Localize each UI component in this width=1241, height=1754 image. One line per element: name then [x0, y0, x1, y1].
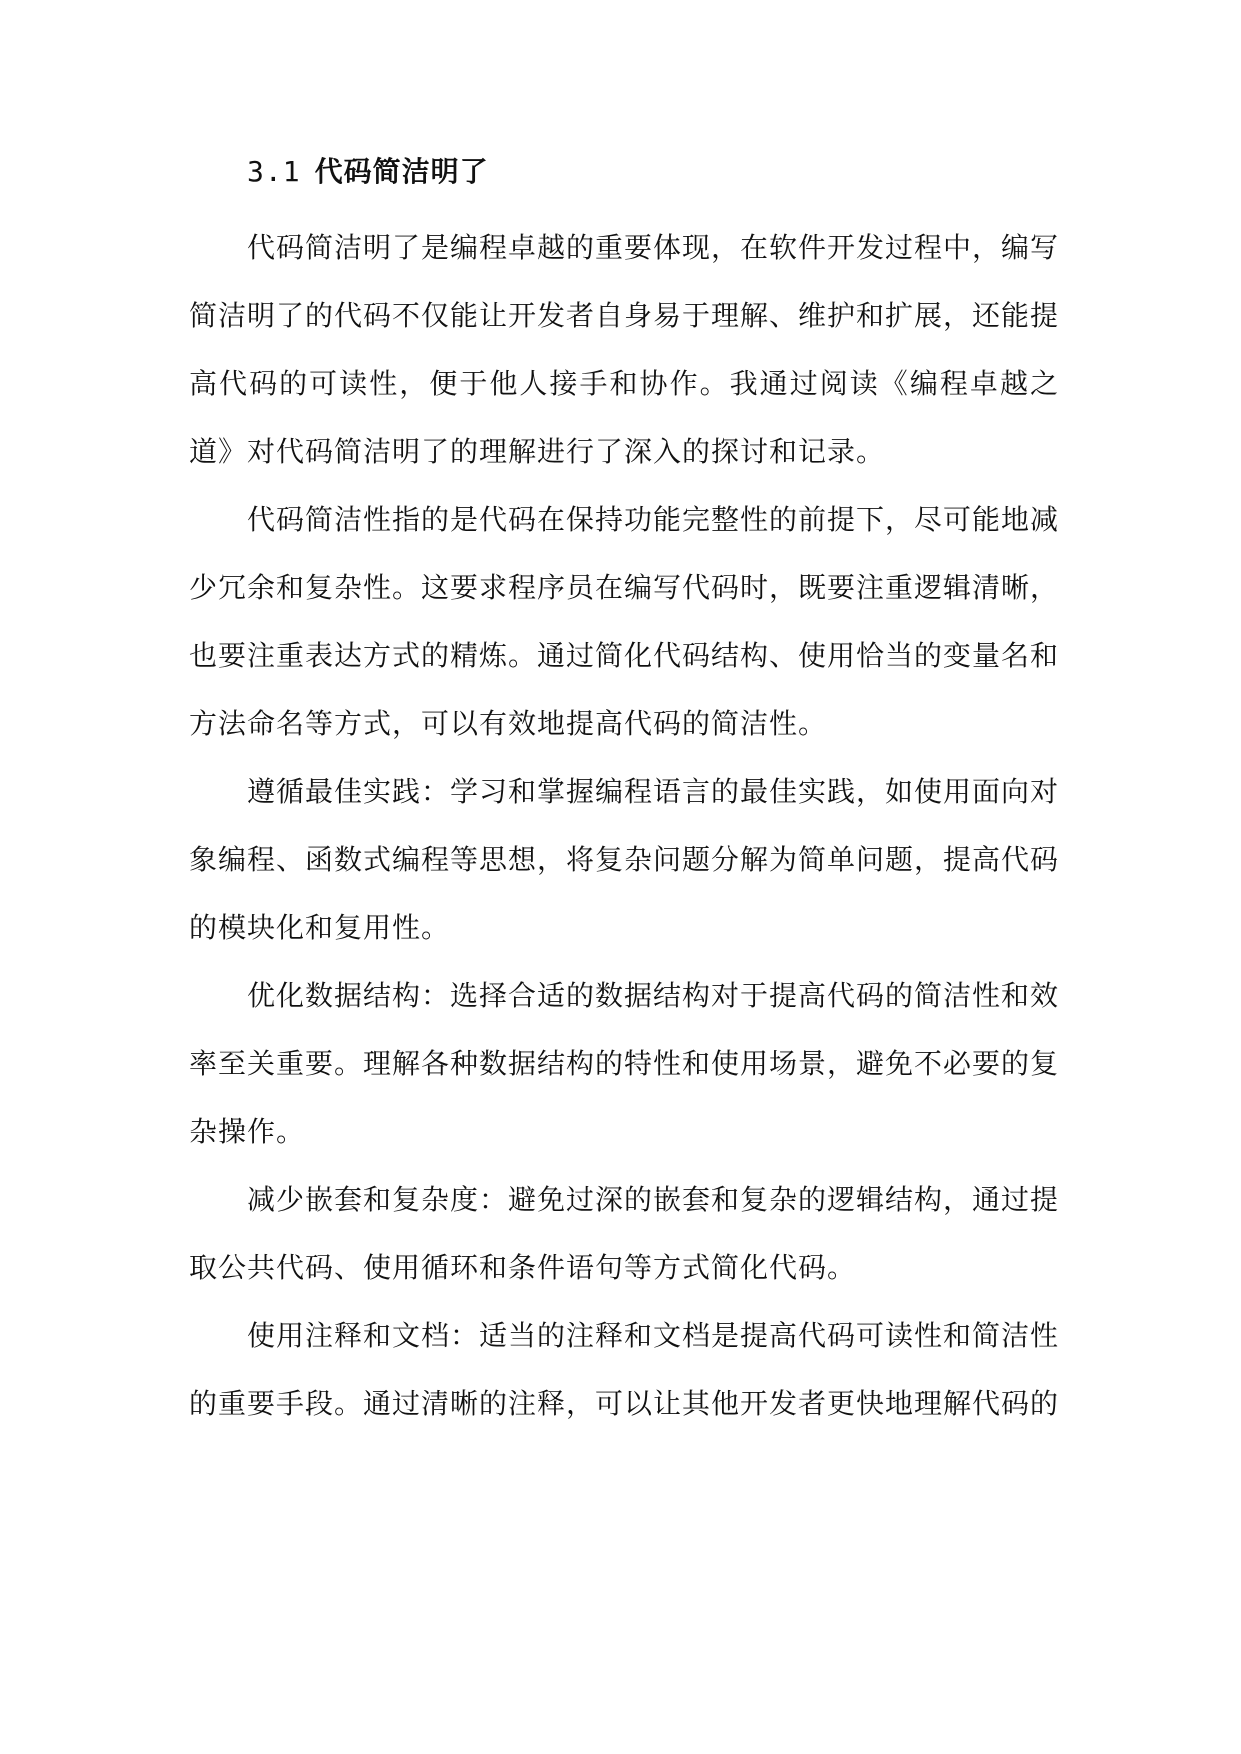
paragraph-comments: 使用注释和文档：适当的注释和文档是提高代码可读性和简洁性的重要手段。通过清晰的注释，可以让其他开发者更快地理解代码的	[189, 1319, 1060, 1420]
paragraph-intro: 代码简洁明了是编程卓越的重要体现，在软件开发过程中，编写简洁明了的代码不仅能让开发者自身易于理解、维护和扩展，还能提高代码的可读性，便于他人接手和协作。我通过阅读《编程卓越之道》对代码简洁明了的理解进行了深入的探讨和记录。	[189, 231, 1060, 468]
section-number: 3.1	[247, 155, 301, 188]
section-heading	[189, 150, 1059, 194]
paragraph-definition: 代码简洁性指的是代码在保持功能完整性的前提下，尽可能地减少冗余和复杂性。这要求程序员在编写代码时，既要注重逻辑清晰，也要注重表达方式的精炼。通过简化代码结构、使用恰当的变量名和方法命名等方式，可以有效地提高代码的简洁性。	[189, 503, 1060, 740]
paragraph-data-structures: 优化数据结构：选择合适的数据结构对于提高代码的简洁性和效率至关重要。理解各种数据结构的特性和使用场景，避免不必要的复杂操作。	[189, 979, 1060, 1148]
document-page	[189, 150, 1059, 1438]
paragraph-reduce-nesting: 减少嵌套和复杂度：避免过深的嵌套和复杂的逻辑结构，通过提取公共代码、使用循环和条件语句等方式简化代码。	[189, 1183, 1060, 1284]
paragraph-best-practice: 遵循最佳实践：学习和掌握编程语言的最佳实践，如使用面向对象编程、函数式编程等思想，将复杂问题分解为简单问题，提高代码的模块化和复用性。	[189, 775, 1060, 944]
section-title: 代码简洁明了	[314, 155, 489, 188]
